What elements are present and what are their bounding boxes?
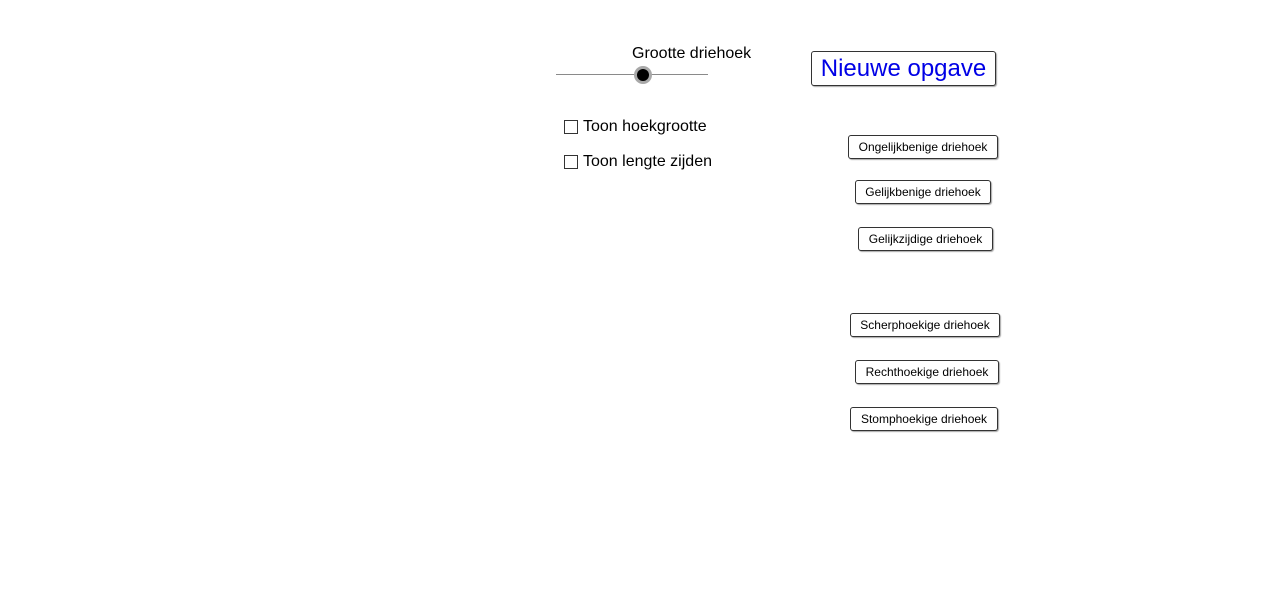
- show-angles-checkbox[interactable]: [564, 120, 578, 134]
- obtuse-triangle-button[interactable]: Stomphoekige driehoek: [850, 407, 998, 431]
- slider-label: Grootte driehoek: [632, 45, 752, 62]
- equilateral-triangle-button[interactable]: Gelijkzijdige driehoek: [858, 227, 993, 251]
- scalene-triangle-button[interactable]: Ongelijkbenige driehoek: [848, 135, 998, 159]
- slider-track[interactable]: [556, 74, 708, 75]
- show-sides-label[interactable]: Toon lengte zijden: [583, 153, 712, 170]
- right-triangle-button[interactable]: Rechthoekige driehoek: [855, 360, 999, 384]
- acute-triangle-button[interactable]: Scherphoekige driehoek: [850, 313, 1000, 337]
- show-sides-checkbox[interactable]: [564, 155, 578, 169]
- show-angles-label[interactable]: Toon hoekgrootte: [583, 118, 707, 135]
- show-angles-checkbox-row[interactable]: [564, 118, 707, 136]
- new-task-button[interactable]: Nieuwe opgave: [811, 51, 996, 86]
- slider-thumb[interactable]: [634, 66, 652, 84]
- isosceles-triangle-button[interactable]: Gelijkbenige driehoek: [855, 180, 991, 204]
- size-slider[interactable]: [556, 67, 708, 83]
- show-sides-checkbox-row[interactable]: [564, 153, 712, 171]
- slider-thumb-dot: [637, 69, 649, 81]
